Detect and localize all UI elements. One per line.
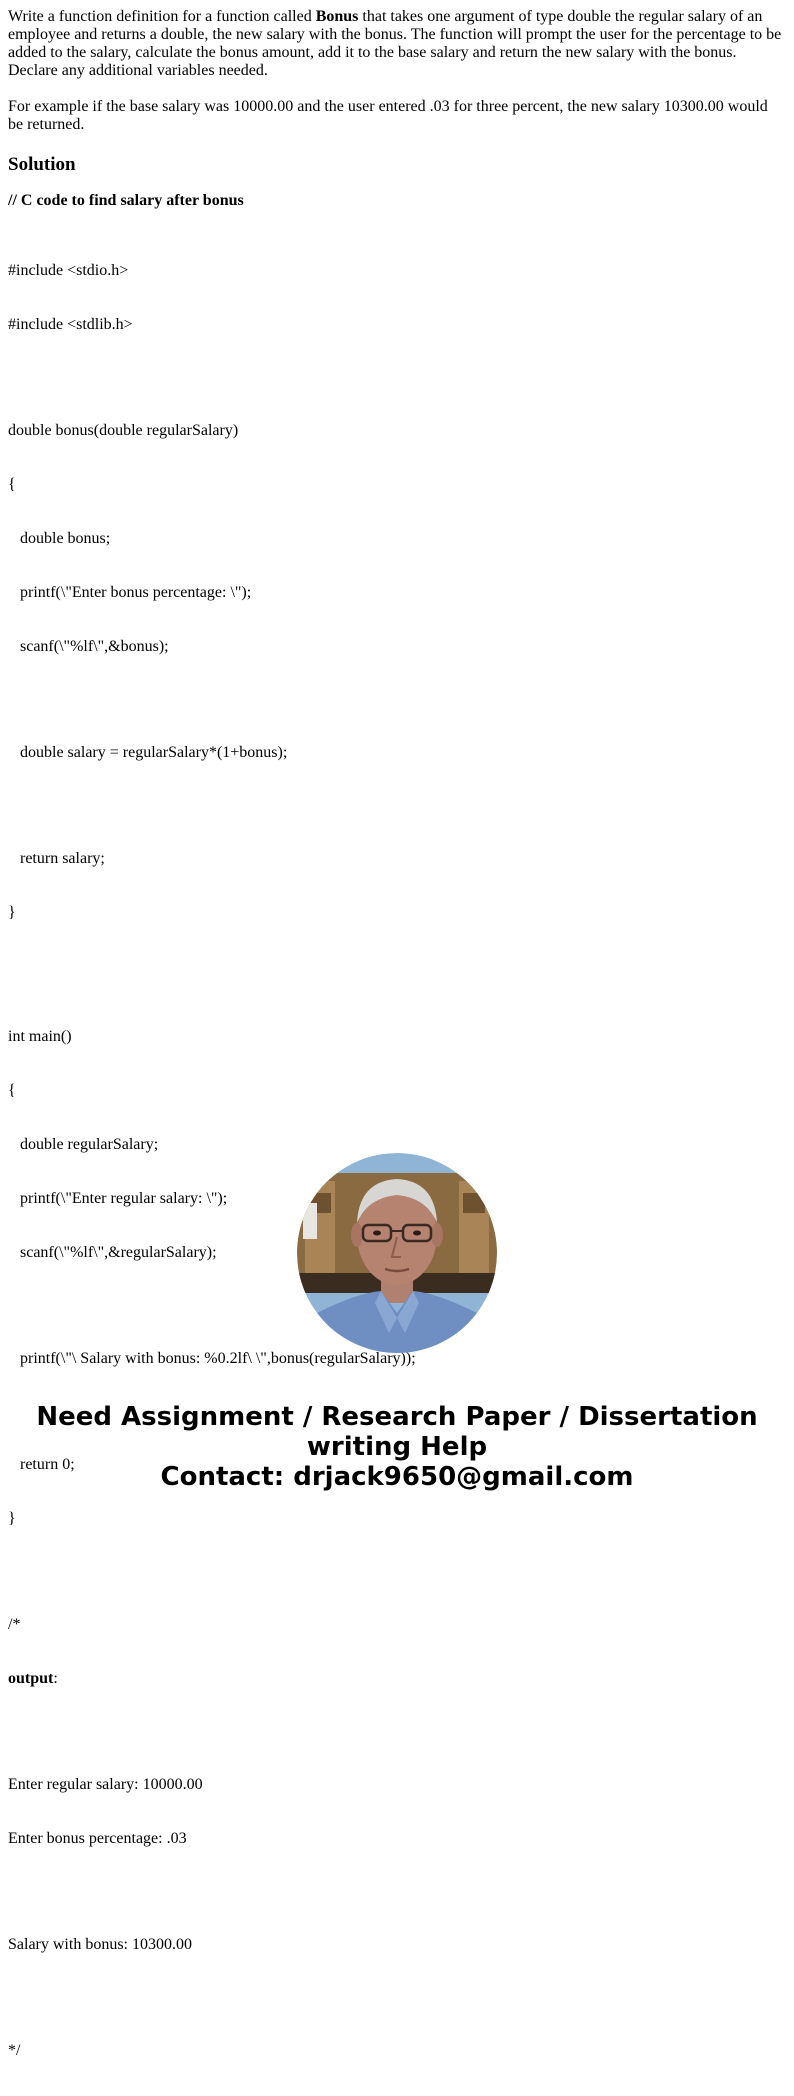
code-line: double bonus(double regularSalary) xyxy=(8,422,239,439)
code-line: #include <stdio.h> xyxy=(8,262,129,279)
footer-line-2: writing Help xyxy=(306,1432,488,1462)
output-label-line xyxy=(8,1670,786,1688)
question-text-start: Write a function definition for a function called xyxy=(8,8,316,25)
code-line: { xyxy=(8,1082,16,1099)
question-paragraph xyxy=(8,8,786,80)
output-line: Salary with bonus: 10300.00 xyxy=(8,1936,192,1953)
footer-contact: Contact: drjack9650@gmail.com xyxy=(160,1462,634,1492)
output-colon: : xyxy=(53,1670,58,1687)
code-line: printf(\"Enter regular salary: \"); xyxy=(8,1190,228,1207)
code-line: } xyxy=(8,1510,16,1527)
function-name: Bonus xyxy=(315,8,359,25)
example-paragraph: For example if the base salary was 10000.00 and the user entered .03 for three percent, the new salary 10300.00 would be returned. xyxy=(8,98,768,133)
output-line: Enter bonus percentage: .03 xyxy=(8,1830,187,1847)
code-line: #include <stdlib.h> xyxy=(8,316,133,333)
portrait-illustration xyxy=(297,1153,497,1353)
code-line: double salary = regularSalary*(1+bonus); xyxy=(8,744,288,761)
output-label: output xyxy=(8,1670,54,1687)
code-line: return salary; xyxy=(8,850,105,867)
code-comment: // C code to find salary after bonus xyxy=(8,192,244,209)
footer-banner xyxy=(0,1402,794,1492)
code-line: scanf(\"%lf\",&bonus); xyxy=(8,638,169,655)
code-line: return 0; xyxy=(8,1456,75,1473)
code-line: scanf(\"%lf\",&regularSalary); xyxy=(8,1244,217,1261)
code-line: double bonus; xyxy=(8,530,111,547)
document-body xyxy=(8,8,786,2096)
footer-line-1: Need Assignment / Research Paper / Dissertation xyxy=(36,1402,758,1432)
solution-heading: Solution xyxy=(8,154,76,175)
output-line: Enter regular salary: 10000.00 xyxy=(8,1776,203,1793)
comment-open: /* xyxy=(8,1616,21,1633)
comment-close: */ xyxy=(8,2042,21,2059)
code-line: int main() xyxy=(8,1028,72,1045)
code-line: { xyxy=(8,476,16,493)
code-line: double regularSalary; xyxy=(8,1136,159,1153)
code-line: } xyxy=(8,904,16,921)
author-photo xyxy=(297,1153,497,1353)
code-line: printf(\"\ Salary with bonus: %0.2lf\ \",bonus(regularSalary)); xyxy=(8,1350,416,1367)
code-line: printf(\"Enter bonus percentage: \"); xyxy=(8,584,252,601)
question-text-end: that takes one argument of type double the regular salary of an employee and returns a double, the new salary with the bonus. The function will prompt the user for the percentage to be added to the salary, calculate the bonus amount, add it to the base salary and return the new salary with the bonus. Declare any additional variables needed. xyxy=(8,8,782,79)
